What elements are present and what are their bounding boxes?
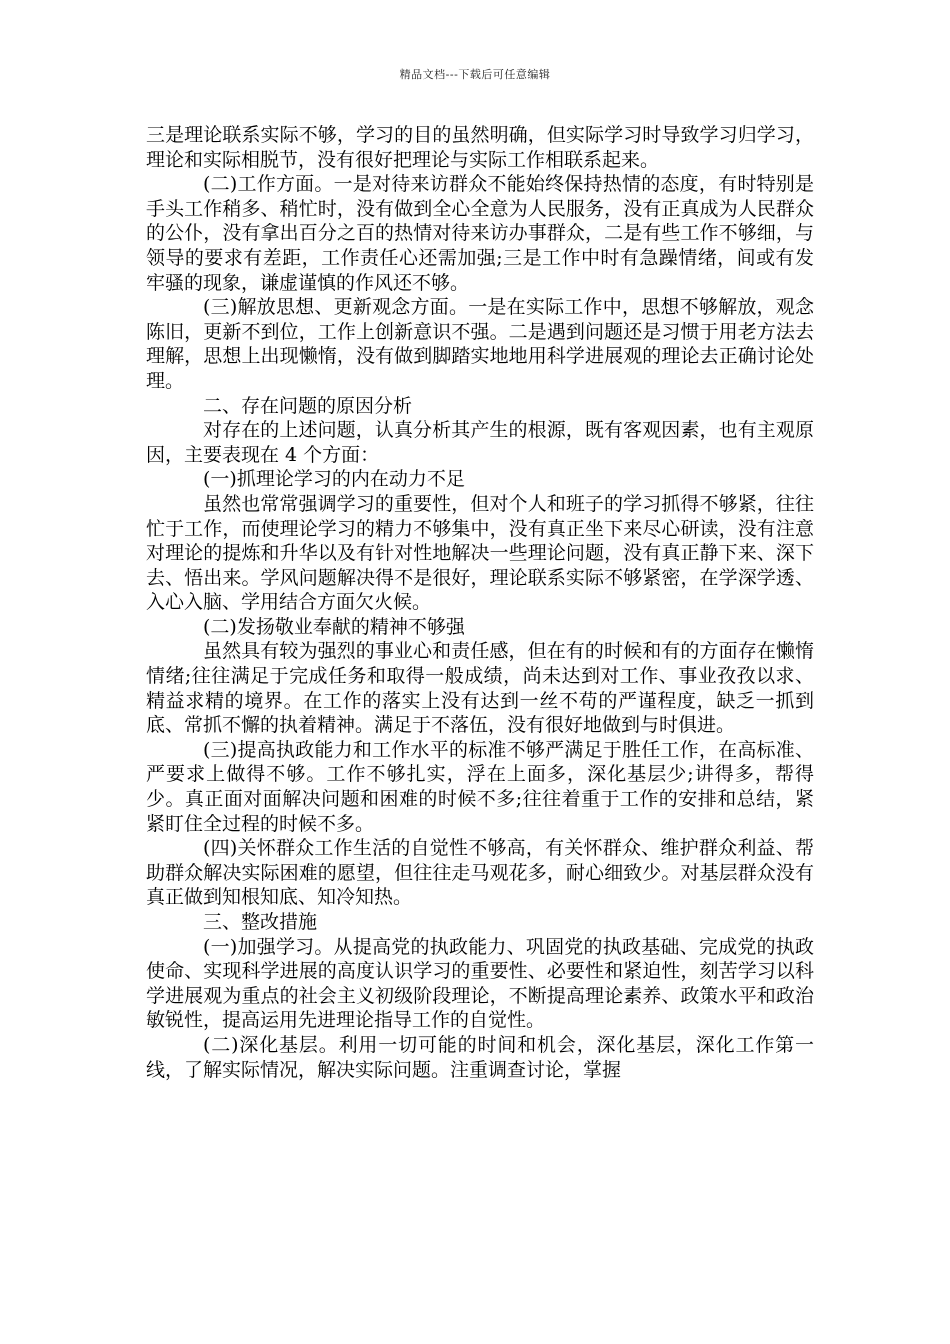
paragraph: 三是理论联系实际不够，学习的目的虽然明确，但实际学习时导致学习归学习，理论和实际相脱节，没有很好把理论与实际工作相联系起来。 [146, 124, 814, 171]
page-header: 精品文档---下载后可任意编辑 [399, 68, 551, 81]
paragraph: (二)工作方面。一是对待来访群众不能始终保持热情的态度，有时特别是手头工作稍多、稍忙时，没有做到全心全意为人民服务，没有正真成为人民群众的公仆，没有拿出百分之百的热情对待来访办事群众，二是有些工作不够细，与领导的要求有差距，工作责任心还需加强;三是工作中时有急躁情绪，间或有发牢骚的现象，谦虚谨慎的作风还不够。 [146, 173, 814, 294]
document-body [146, 123, 814, 1082]
paragraph: (二)发扬敬业奉献的精神不够强 [203, 615, 465, 638]
paragraph: (四)关怀群众工作生活的自觉性不够高，有关怀群众、维护群众利益、帮助群众解决实际困难的愿望，但往往走马观花多，耐心细致少。对基层群众没有真正做到知根知底、知冷知热。 [146, 837, 814, 909]
paragraph: 二、存在问题的原因分析 [203, 394, 413, 417]
paragraph: (三)解放思想、更新观念方面。一是在实际工作中，思想不够解放，观念陈旧，更新不到位，工作上创新意识不强。二是遇到问题还是习惯于用老方法去理解，思想上出现懒惰，没有做到脚踏实地地用科学进展观的理论去正确讨论处理。 [146, 296, 814, 392]
paragraph: (一)加强学习。从提高党的执政能力、巩固党的执政基础、完成党的执政使命、实现科学进展的高度认识学习的重要性、必要性和紧迫性，刻苦学习以科学进展观为重点的社会主义初级阶段理论，不断提高理论素养、政策水平和政治敏锐性，提高运用先进理论指导工作的自觉性。 [146, 935, 814, 1032]
paragraph: 虽然具有较为强烈的事业心和责任感，但在有的时候和有的方面存在懒惰情绪;往往满足于完成任务和取得一般成绩，尚未达到对工作、事业孜孜以求、精益求精的境界。在工作的落实上没有达到一丝不苟的严谨程度，缺乏一抓到底、常抓不懈的执着精神。满足于不落伍，没有很好地做到与时俱进。 [146, 640, 814, 737]
paragraph: (二)深化基层。利用一切可能的时间和机会，深化基层，深化工作第一线，了解实际情况，解决实际问题。注重调查讨论，掌握 [146, 1033, 814, 1081]
paragraph: 虽然也常常强调学习的重要性，但对个人和班子的学习抓得不够紧，往往忙于工作，而使理论学习的精力不够集中，没有真正坐下来尽心研读，没有注意对理论的提炼和升华以及有针对性地解决一些理论问题，没有真正静下来、深下去、悟出来。学风问题解决得不是很好，理论联系实际不够紧密，在学深学透、入心入脑、学用结合方面欠火候。 [146, 492, 814, 614]
paragraph: (三)提高执政能力和工作水平的标准不够严满足于胜任工作，在高标准、严要求上做得不够。工作不够扎实，浮在上面多，深化基层少;讲得多，帮得少。真正面对面解决问题和困难的时候不多;往往着重于工作的安排和总结，紧紧盯住全过程的时候不多。 [146, 738, 814, 835]
paragraph: (一)抓理论学习的内在动力不足 [203, 468, 465, 491]
paragraph: 三、整改措施 [203, 911, 318, 933]
paragraph: 对存在的上述问题，认真分析其产生的根源，既有客观因素，也有主观原因，主要表现在 4 个方面： [146, 419, 814, 466]
